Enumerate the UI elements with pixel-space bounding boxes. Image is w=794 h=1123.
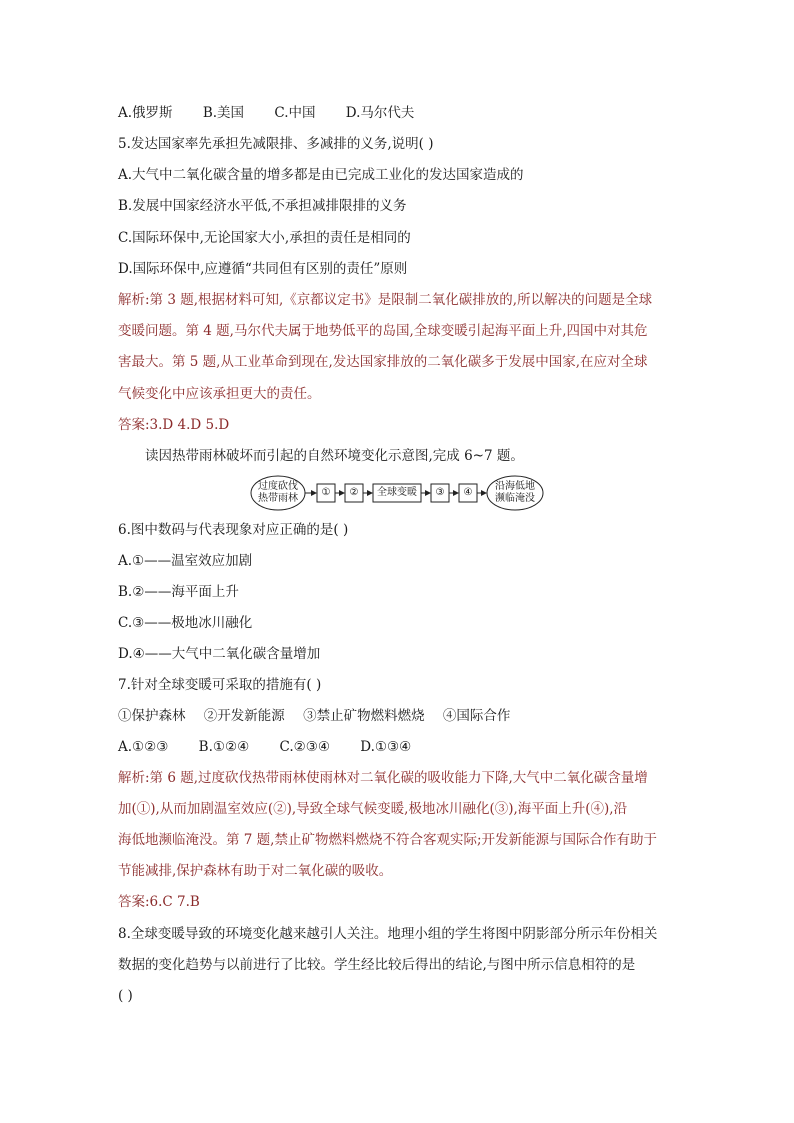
q7-option-c: C.②③④ — [279, 739, 330, 755]
q8-line-1: 8.全球变暖导致的环境变化越来越引人关注。地理小组的学生将图中阴影部分所示年份相关 — [118, 926, 658, 942]
analysis-2-line-3: 海低地濒临淹没。第 7 题,禁止矿物燃料燃烧不符合客观实际;开发新能源与国际合作有助于 — [118, 832, 658, 848]
q4-option-a: A.俄罗斯 — [118, 105, 173, 121]
q6-stem: 6.图中数码与代表现象对应正确的是( ) — [118, 522, 349, 538]
q7-measure-3: ③禁止矿物燃料燃烧 — [303, 708, 425, 724]
q4-option-c: C.中国 — [274, 105, 316, 121]
start-label-line-2: 热带雨林 — [258, 493, 298, 504]
q4-option-b: B.美国 — [202, 105, 245, 121]
flow-diagram — [250, 472, 550, 518]
start-label-line-1: 过度砍伐 — [258, 481, 298, 492]
box-3-label: ③ — [435, 487, 445, 498]
q7-measures — [118, 707, 510, 725]
q7-options — [118, 738, 411, 756]
q5-stem: 5.发达国家率先承担先减限排、多减排的义务,说明( ) — [118, 136, 434, 152]
q4-options — [118, 104, 414, 122]
q6-option-b: B.②——海平面上升 — [118, 584, 239, 600]
analysis-2-line-4: 节能减排,保护森林有助于对二氧化碳的吸收。 — [118, 863, 393, 879]
q7-stem: 7.针对全球变暖可采取的措施有( ) — [118, 677, 322, 693]
analysis-2-line-2: 加(①),从而加剧温室效应(②),导致全球气候变暖,极地冰川融化(③),海平面上升(④),沿 — [118, 801, 628, 817]
q7-measure-1: ①保护森林 — [118, 708, 186, 724]
end-label-line-1: 沿海低地 — [495, 481, 535, 492]
q8-line-3: ( ) — [118, 988, 133, 1004]
analysis-1-line-4: 气候变化中应该承担更大的责任。 — [118, 386, 321, 402]
q7-option-d: D.①③④ — [360, 739, 412, 755]
q6-option-d: D.④——大气中二氧化碳含量增加 — [118, 646, 321, 662]
q4-option-d: D.马尔代夫 — [345, 105, 415, 121]
q7-option-a: A.①②③ — [118, 739, 169, 755]
diagram-intro: 读因热带雨林破坏而引起的自然环境变化示意图,完成 6~7 题。 — [145, 448, 524, 464]
box-4-label: ④ — [463, 487, 473, 498]
q6-option-a: A.①——温室效应加剧 — [118, 553, 253, 569]
analysis-1-line-1: 解析:第 3 题,根据材料可知,《京都议定书》是限制二氧化碳排放的,所以解决的问题是全球 — [118, 292, 653, 308]
q5-option-c: C.国际环保中,无论国家大小,承担的责任是相同的 — [118, 230, 411, 246]
q7-measure-2: ②开发新能源 — [203, 708, 285, 724]
q8-line-2: 数据的变化趋势与以前进行了比较。学生经比较后得出的结论,与图中所示信息相符的是 — [118, 957, 636, 973]
analysis-1-line-2: 变暖问题。第 4 题,马尔代夫属于地势低平的岛国,全球变暖引起海平面上升,四国中对其危 — [118, 323, 648, 339]
q7-measure-4: ④国际合作 — [442, 708, 511, 724]
q5-option-d: D.国际环保中,应遵循“共同但有区别的责任”原则 — [118, 261, 408, 277]
q5-option-b: B.发展中国家经济水平低,不承担减排限排的义务 — [118, 198, 407, 214]
analysis-2-line-1: 解析:第 6 题,过度砍伐热带雨林使雨林对二氧化碳的吸收能力下降,大气中二氧化碳含量增 — [118, 770, 648, 786]
q5-option-a: A.大气中二氧化碳含量的增多都是由已完成工业化的发达国家造成的 — [118, 167, 524, 183]
start-label — [256, 481, 300, 505]
end-label-line-2: 濒临淹没 — [495, 493, 535, 504]
answer-1: 答案:3.D 4.D 5.D — [118, 417, 230, 433]
box-1-label: ① — [321, 487, 331, 498]
box-mid-label: 全球变暖 — [377, 487, 417, 498]
analysis-1-line-3: 害最大。第 5 题,从工业革命到现在,发达国家排放的二氧化碳多于发展中国家,在应对全球 — [118, 354, 648, 370]
q6-option-c: C.③——极地冰川融化 — [118, 615, 253, 631]
end-label — [493, 481, 537, 505]
q7-option-b: B.①②④ — [198, 739, 250, 755]
box-2-label: ② — [349, 487, 359, 498]
answer-2: 答案:6.C 7.B — [118, 894, 200, 910]
